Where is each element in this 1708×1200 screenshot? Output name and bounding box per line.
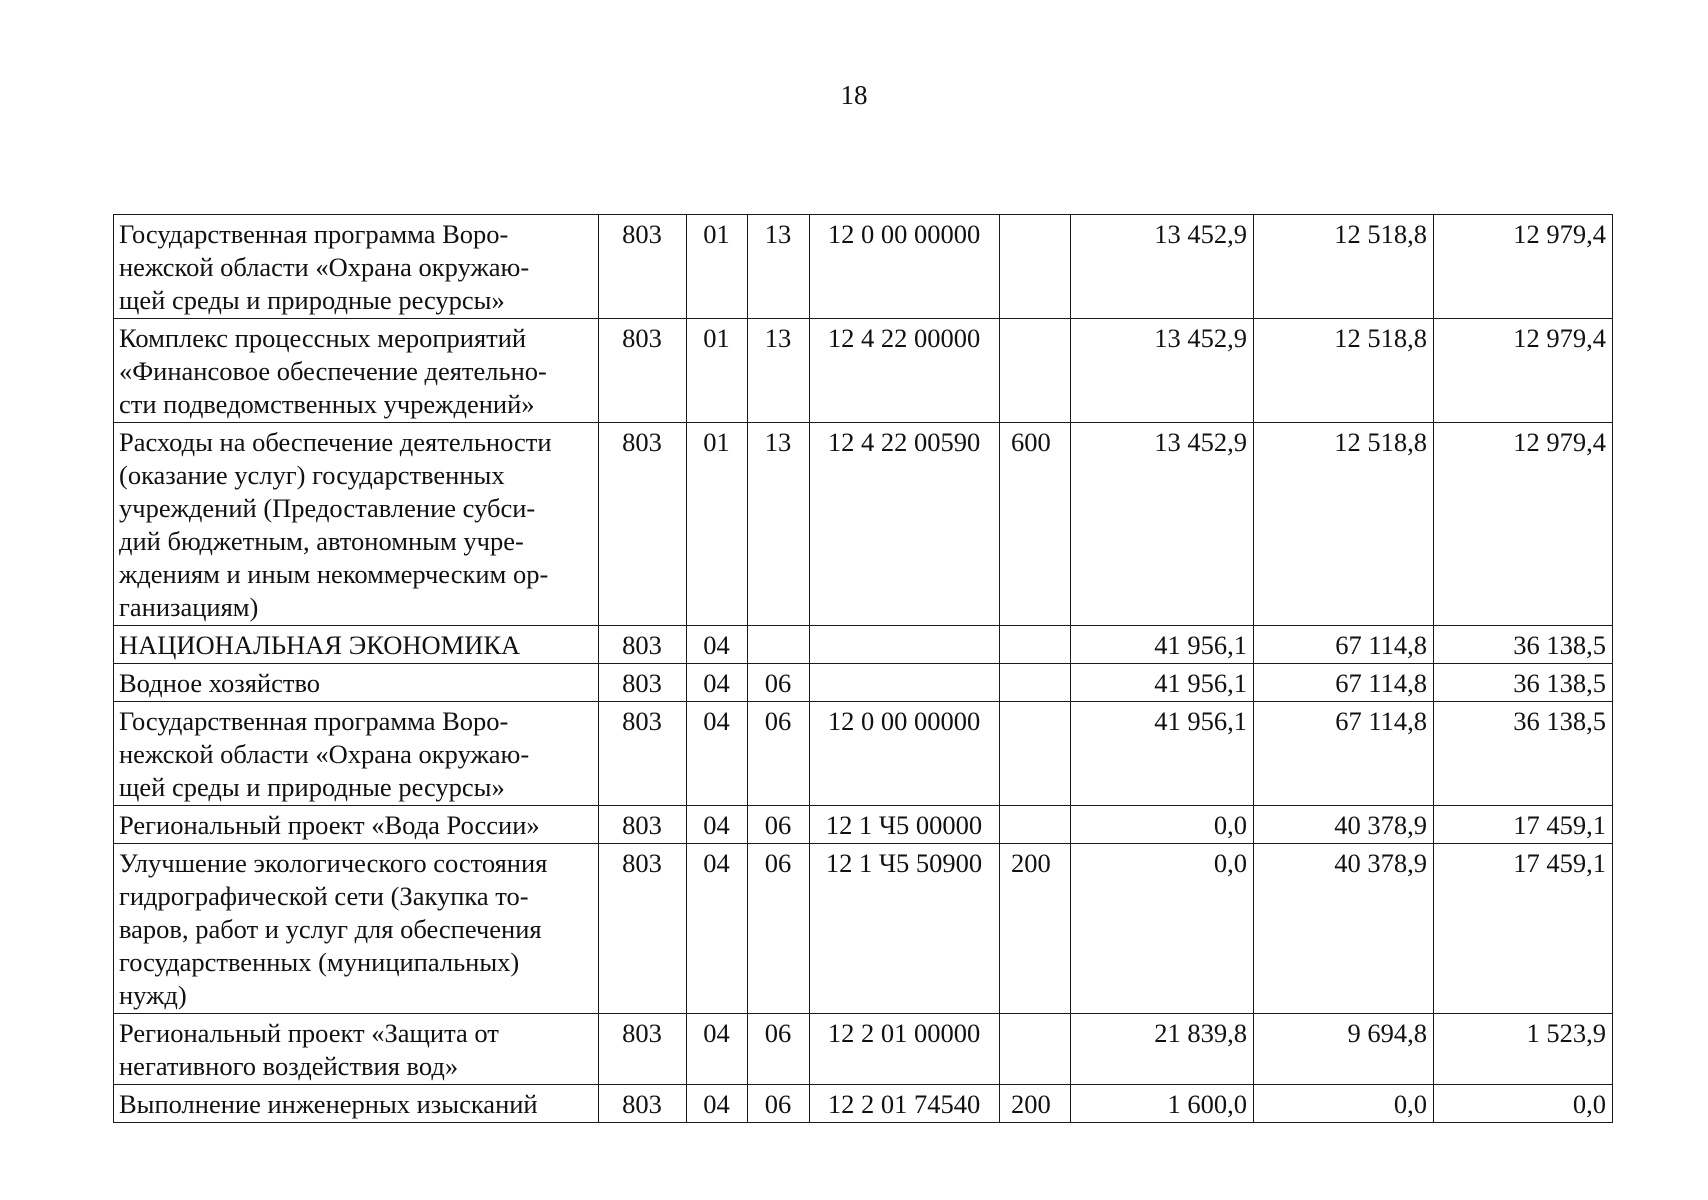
amount-year2-cell: 40 378,9 <box>1254 844 1434 1014</box>
target-article-cell: 12 0 00 00000 <box>810 215 1000 319</box>
section-cell: 04 <box>687 1085 748 1123</box>
row-name-line: щей среды и природные ресурсы» <box>119 285 505 315</box>
target-article-cell: 12 1 Ч5 00000 <box>810 806 1000 844</box>
amount-year1-cell: 0,0 <box>1071 844 1254 1014</box>
table-row <box>114 664 1613 702</box>
amount-year1-cell: 13 452,9 <box>1071 319 1254 423</box>
section-cell: 04 <box>687 626 748 664</box>
row-name-line: Государственная программа Воро- <box>119 219 509 249</box>
target-article-cell: 12 2 01 74540 <box>810 1085 1000 1123</box>
amount-year2-cell: 40 378,9 <box>1254 806 1434 844</box>
subsection-cell: 06 <box>748 844 810 1014</box>
target-article-cell <box>810 664 1000 702</box>
grbs-cell: 803 <box>599 626 687 664</box>
row-name-line: ганизациям) <box>119 592 259 622</box>
budget-table <box>113 214 1613 1123</box>
row-name-line: нежской области «Охрана окружаю- <box>119 739 530 769</box>
subsection-cell: 06 <box>748 1014 810 1085</box>
grbs-cell: 803 <box>599 844 687 1014</box>
grbs-cell: 803 <box>599 319 687 423</box>
expense-type-cell <box>1000 319 1071 423</box>
target-article-cell <box>810 626 1000 664</box>
row-name-cell <box>114 319 599 423</box>
row-name-cell <box>114 1014 599 1085</box>
section-cell: 04 <box>687 702 748 806</box>
amount-year1-cell: 41 956,1 <box>1071 626 1254 664</box>
subsection-cell: 06 <box>748 806 810 844</box>
expense-type-cell: 600 <box>1000 423 1071 626</box>
expense-type-cell <box>1000 215 1071 319</box>
page-number: 18 <box>840 80 868 110</box>
amount-year1-cell: 0,0 <box>1071 806 1254 844</box>
row-name-line: варов, работ и услуг для обеспечения <box>119 914 542 944</box>
amount-year2-cell: 67 114,8 <box>1254 626 1434 664</box>
row-name-line: Региональный проект «Вода России» <box>119 810 540 840</box>
row-name-line: НАЦИОНАЛЬНАЯ ЭКОНОМИКА <box>119 630 521 660</box>
section-cell: 01 <box>687 215 748 319</box>
target-article-cell: 12 0 00 00000 <box>810 702 1000 806</box>
subsection-cell <box>748 626 810 664</box>
subsection-cell: 13 <box>748 423 810 626</box>
grbs-cell: 803 <box>599 1014 687 1085</box>
row-name-line: Выполнение инженерных изысканий <box>119 1089 538 1119</box>
amount-year3-cell: 36 138,5 <box>1434 626 1613 664</box>
row-name-cell <box>114 423 599 626</box>
table-row <box>114 423 1613 626</box>
subsection-cell: 06 <box>748 702 810 806</box>
row-name-line: учреждений (Предоставление субси- <box>119 493 536 523</box>
row-name-cell <box>114 626 599 664</box>
expense-type-cell: 200 <box>1000 844 1071 1014</box>
row-name-line: негативного воздействия вод» <box>119 1051 459 1081</box>
amount-year1-cell: 13 452,9 <box>1071 215 1254 319</box>
amount-year3-cell: 36 138,5 <box>1434 702 1613 806</box>
grbs-cell: 803 <box>599 806 687 844</box>
row-name-line: сти подведомственных учреждений» <box>119 389 535 419</box>
row-name-line: Комплекс процессных мероприятий <box>119 323 527 353</box>
table-row <box>114 626 1613 664</box>
section-cell: 04 <box>687 844 748 1014</box>
row-name-line: государственных (муниципальных) <box>119 947 520 977</box>
amount-year3-cell: 17 459,1 <box>1434 844 1613 1014</box>
row-name-line: Водное хозяйство <box>119 668 321 698</box>
amount-year1-cell: 21 839,8 <box>1071 1014 1254 1085</box>
table-row <box>114 1014 1613 1085</box>
section-cell: 01 <box>687 319 748 423</box>
amount-year2-cell: 0,0 <box>1254 1085 1434 1123</box>
row-name-line: гидрографической сети (Закупка то- <box>119 881 529 911</box>
section-cell: 04 <box>687 1014 748 1085</box>
expense-type-cell <box>1000 1014 1071 1085</box>
row-name-line: «Финансовое обеспечение деятельно- <box>119 356 547 386</box>
table-row <box>114 844 1613 1014</box>
subsection-cell: 06 <box>748 664 810 702</box>
row-name-cell <box>114 844 599 1014</box>
target-article-cell: 12 1 Ч5 50900 <box>810 844 1000 1014</box>
subsection-cell: 13 <box>748 215 810 319</box>
amount-year3-cell: 1 523,9 <box>1434 1014 1613 1085</box>
amount-year2-cell: 9 694,8 <box>1254 1014 1434 1085</box>
row-name-line: Расходы на обеспечение деятельности <box>119 427 552 457</box>
grbs-cell: 803 <box>599 702 687 806</box>
row-name-cell <box>114 702 599 806</box>
row-name-line: Улучшение экологического состояния <box>119 848 548 878</box>
amount-year2-cell: 12 518,8 <box>1254 319 1434 423</box>
row-name-line: ждениям и иным некоммерческим ор- <box>119 559 549 589</box>
grbs-cell: 803 <box>599 215 687 319</box>
row-name-line: Региональный проект «Защита от <box>119 1018 499 1048</box>
table-row <box>114 806 1613 844</box>
expense-type-cell <box>1000 626 1071 664</box>
target-article-cell: 12 4 22 00590 <box>810 423 1000 626</box>
row-name-line: (оказание услуг) государственных <box>119 460 505 490</box>
amount-year1-cell: 13 452,9 <box>1071 423 1254 626</box>
subsection-cell: 06 <box>748 1085 810 1123</box>
row-name-line: нужд) <box>119 980 187 1010</box>
table-row <box>114 319 1613 423</box>
amount-year1-cell: 1 600,0 <box>1071 1085 1254 1123</box>
table-body <box>114 215 1613 1123</box>
expense-type-cell <box>1000 664 1071 702</box>
amount-year2-cell: 12 518,8 <box>1254 215 1434 319</box>
amount-year2-cell: 67 114,8 <box>1254 702 1434 806</box>
row-name-line: дий бюджетным, автономным учре- <box>119 526 524 556</box>
row-name-line: нежской области «Охрана окружаю- <box>119 252 530 282</box>
expense-type-cell <box>1000 806 1071 844</box>
amount-year3-cell: 36 138,5 <box>1434 664 1613 702</box>
amount-year3-cell: 12 979,4 <box>1434 319 1613 423</box>
target-article-cell: 12 2 01 00000 <box>810 1014 1000 1085</box>
target-article-cell: 12 4 22 00000 <box>810 319 1000 423</box>
amount-year3-cell: 12 979,4 <box>1434 423 1613 626</box>
section-cell: 04 <box>687 806 748 844</box>
row-name-line: Государственная программа Воро- <box>119 706 509 736</box>
amount-year3-cell: 17 459,1 <box>1434 806 1613 844</box>
amount-year3-cell: 0,0 <box>1434 1085 1613 1123</box>
section-cell: 04 <box>687 664 748 702</box>
row-name-cell <box>114 806 599 844</box>
section-cell: 01 <box>687 423 748 626</box>
grbs-cell: 803 <box>599 423 687 626</box>
row-name-line: щей среды и природные ресурсы» <box>119 772 505 802</box>
table-row <box>114 1085 1613 1123</box>
amount-year1-cell: 41 956,1 <box>1071 702 1254 806</box>
row-name-cell <box>114 664 599 702</box>
row-name-cell <box>114 1085 599 1123</box>
table-row <box>114 215 1613 319</box>
expense-type-cell: 200 <box>1000 1085 1071 1123</box>
amount-year2-cell: 67 114,8 <box>1254 664 1434 702</box>
amount-year2-cell: 12 518,8 <box>1254 423 1434 626</box>
amount-year3-cell: 12 979,4 <box>1434 215 1613 319</box>
table-row <box>114 702 1613 806</box>
grbs-cell: 803 <box>599 1085 687 1123</box>
grbs-cell: 803 <box>599 664 687 702</box>
amount-year1-cell: 41 956,1 <box>1071 664 1254 702</box>
expense-type-cell <box>1000 702 1071 806</box>
subsection-cell: 13 <box>748 319 810 423</box>
row-name-cell <box>114 215 599 319</box>
